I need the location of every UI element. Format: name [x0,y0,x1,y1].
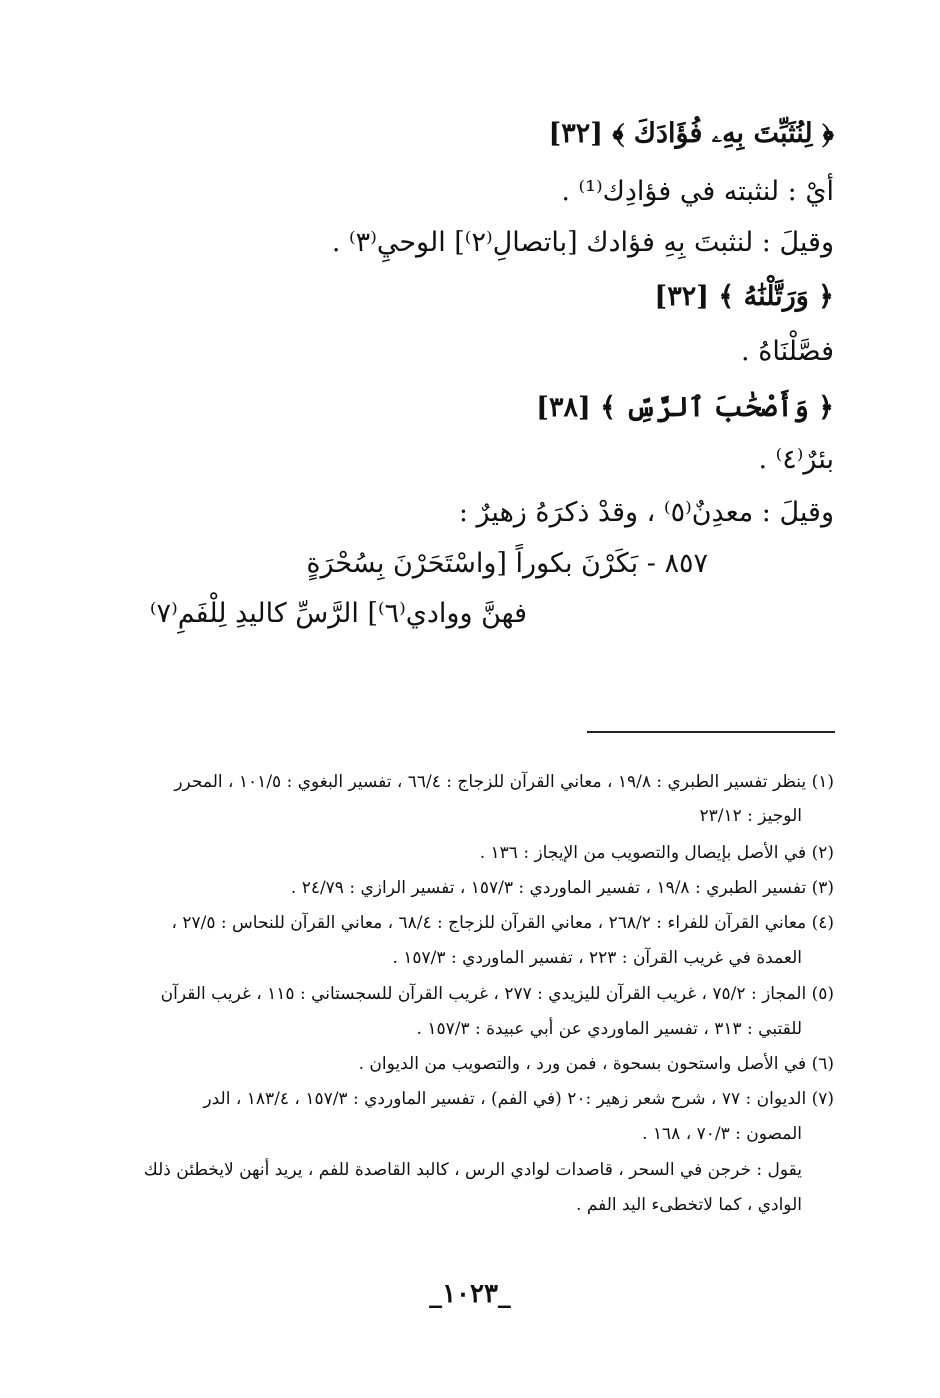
footnote-7-cont: المصون : ٧٠/٣ ، ١٦٨ . [642,1124,802,1144]
footnote-1: (١) ينظر تفسير الطبري : ١٩/٨ ، معاني القرآن للزجاج : ٦٦/٤ ، تفسير البغوي : ١٠١/٥ ، المحرر [174,772,834,792]
footnote-6: (٦) في الأصل واستحون بسحوة ، فمن ورد ، والتصويب من الديوان . [358,1054,834,1074]
commentary-line-2: وقيلَ : لنثبتَ بِهِ فؤادك [باتصالِ⁽٢⁾] الوحيِ⁽٣⁾ . [331,227,834,258]
footnote-7-explanation-cont: الوادي ، كما لاتخطىء اليد الفم . [576,1195,802,1215]
footnote-3: (٣) تفسير الطبري : ١٩/٨ ، تفسير الماوردي : ١٥٧/٣ ، تفسير الرازي : ٢٤/٧٩ . [290,878,834,898]
footnote-2: (٢) في الأصل بإيصال والتصويب من الإيجاز : ١٣٦ . [479,843,834,863]
commentary-line-1: أيْ : لنثبته في فؤادِك⁽¹⁾ . [561,176,834,207]
footnote-separator [587,731,835,733]
commentary-line-3: فصَّلْنَاهُ . [741,336,834,367]
footnote-5: (٥) المجاز : ٧٥/٢ ، غريب القرآن لليزيدي : ٢٧٧ ، غريب القرآن للسجستاني : ١١٥ ، غريب القرآن [160,984,834,1004]
verse-quote-32a: ﴿ لِنُثَبِّتَ بِهِۦ فُؤَادَكَ ﴾ [٣٢] [548,118,834,149]
footnote-4-cont: العمدة في غريب القرآن : ٢٢٣ ، تفسير الماوردي : ١٥٧/٣ . [392,948,802,968]
poem-verse-second-half: فهنَّ ووادي⁽٦⁾] الرَّسِّ كاليدِ لِلْفَمِ⁽٧⁾ [149,598,527,629]
footnote-4: (٤) معاني القرآن للفراء : ٢٦٨/٢ ، معاني القرآن للزجاج : ٦٨/٤ ، معاني القرآن للنحاس : ٢٧/٥ ، [171,913,834,933]
footnote-1-cont: الوجيز : ٢٣/١٢ [699,806,802,826]
poem-verse-first-half: ٨٥٧ - بَكَرْنَ بكوراً [واسْتَحَرْنَ بِسُحْرَةٍ [306,548,708,579]
commentary-line-4: بئرٌ⁽٤⁾ . [758,444,834,475]
footnote-7-explanation: يقول : خرجن في السحر ، قاصدات لوادي الرس ، كالبد القاصدة للفم ، يريد أنهن لايخطئن ذلك [143,1160,802,1180]
commentary-line-5: وقيلَ : معدِنٌ⁽٥⁾ ، وقدْ ذكرَهُ زهيرٌ : [458,497,834,528]
verse-quote-32b: ﴿ وَرَتَّلْنَٰهُ ﴾ [٣٢] [654,281,834,312]
verse-quote-38: ﴿ وَأَصْحَٰبَ ٱلرَّسِّ ﴾ [٣٨] [536,392,834,423]
footnote-5-cont: للقتبي : ٣١٣ ، تفسير الماوردي عن أبي عبيدة : ١٥٧/٣ . [416,1019,802,1039]
page-number: _١٠٢٣_ [429,1279,511,1309]
footnote-7: (٧) الديوان : ٧٧ ، شرح شعر زهير :٢٠ (في الفم) ، تفسير الماوردي : ١٥٧/٣ ، ١٨٣/٤ ، الدر [203,1089,834,1109]
